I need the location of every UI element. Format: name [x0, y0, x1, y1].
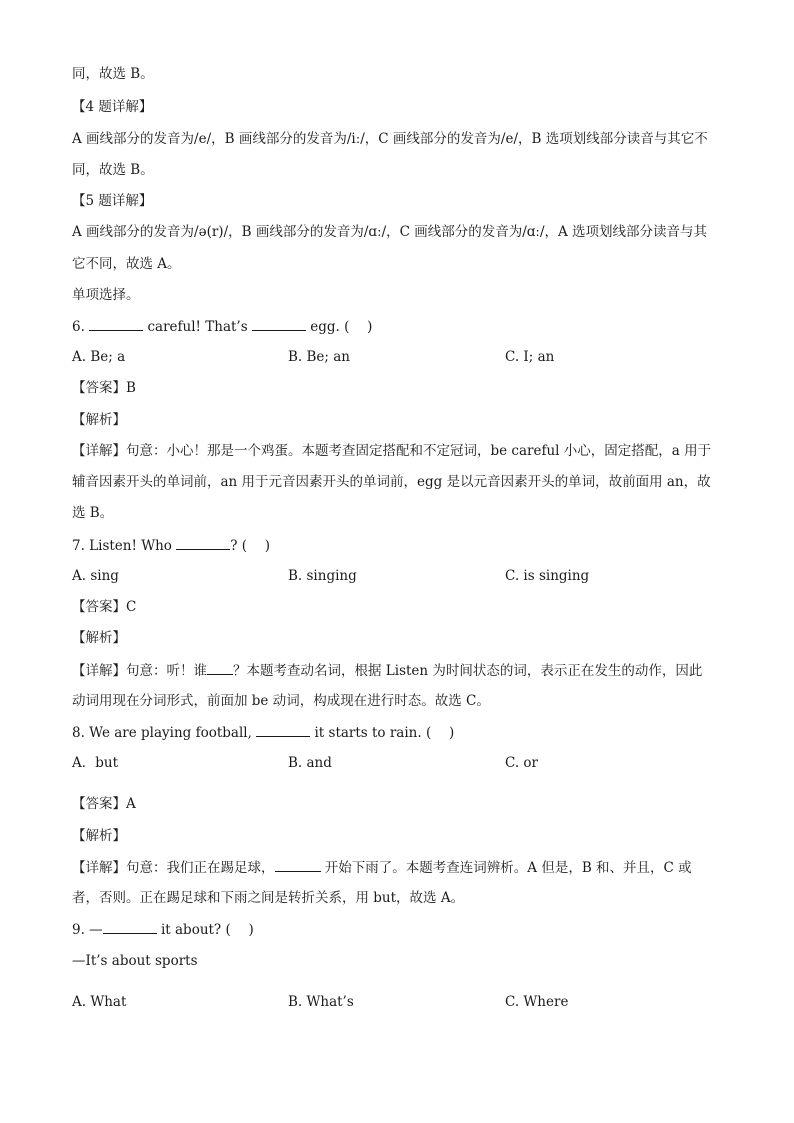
q8-detail-start: 【详解】句意：我们正在踢足球，	[72, 860, 275, 876]
q9-stem	[72, 919, 724, 940]
q6-blank-2	[252, 316, 306, 331]
q8-option-a: A．but	[72, 755, 119, 771]
q8-stem-start: 8. We are playing football,	[72, 725, 257, 741]
q9-option-b: B. What’s	[288, 994, 354, 1010]
q4-explanation-line1: A 画线部分的发音为/e/，B 画线部分的发音为/iː/，C 画线部分的发音为/e/，B 选项划线部分读音与其它不	[72, 131, 708, 147]
q6-stem-number: 6.	[72, 319, 90, 335]
q7-option-c: C. is singing	[505, 568, 590, 584]
q6-option-b: B. Be; an	[288, 349, 350, 365]
q6-detail-line3: 选 B。	[72, 505, 114, 521]
q9-option-a: A. What	[72, 994, 127, 1010]
q6-blank-1	[89, 316, 143, 331]
q6-answer: 【答案】B	[72, 380, 136, 396]
q9-reply: —It’s about sports	[72, 953, 198, 969]
q9-stem-start: 9. —	[72, 922, 103, 938]
q6-option-a: A. Be; a	[72, 349, 126, 365]
q8-blank	[256, 722, 310, 737]
q8-detail-blank	[275, 857, 321, 872]
q9-stem-end: it about? ( )	[156, 922, 254, 938]
q8-detail-line2: 者，否则。正在踢足球和下雨之间是转折关系，用 but，故选 A。	[72, 890, 465, 906]
section-title: 单项选择。	[72, 287, 140, 303]
q7-detail-blank	[207, 660, 233, 675]
q7-option-b: B. singing	[288, 568, 357, 584]
q7-detail-end: ？本题考查动名词，根据 Listen 为时间状态的词，表示正在发生的动作，因此	[233, 663, 703, 679]
q5-explanation-line2: 它不同，故选 A。	[72, 256, 181, 272]
q9-option-c: C. Where	[505, 994, 569, 1010]
q8-option-b: B. and	[288, 755, 332, 771]
q7-stem-end: ? ( )	[230, 538, 271, 554]
q4-explanation-line2: 同，故选 B。	[72, 162, 154, 178]
q6-stem	[72, 316, 724, 337]
q8-detail-end: 开始下雨了。本题考查连词辨析。A 但是，B 和、并且，C 或	[320, 860, 692, 876]
q6-analysis-heading: 【解析】	[72, 412, 126, 428]
q5-explanation-line1: A 画线部分的发音为/ə(r)/，B 画线部分的发音为/ɑː/，C 画线部分的发音为/ɑː/，A 选项划线部分读音与其	[72, 224, 708, 240]
q7-detail-line2: 动词用现在分词形式，前面加 be 动词，构成现在进行时态。故选 C。	[72, 693, 490, 709]
q6-stem-middle: careful! That’s	[143, 319, 252, 335]
q7-stem	[72, 535, 724, 556]
q9-blank	[103, 919, 157, 934]
q8-stem-end: it starts to rain. ( )	[310, 725, 455, 741]
q4-heading: 【4 题详解】	[72, 99, 153, 115]
q8-option-c: C. or	[505, 755, 539, 771]
q7-blank	[176, 535, 230, 550]
q7-answer: 【答案】C	[72, 599, 137, 615]
q6-option-c: C. I; an	[505, 349, 555, 365]
q3-tail: 同，故选 B。	[72, 66, 154, 82]
q8-analysis-heading: 【解析】	[72, 828, 126, 844]
q7-stem-start: 7. Listen! Who	[72, 538, 177, 554]
q7-option-a: A. sing	[72, 568, 119, 584]
q6-detail-line2: 辅音因素开头的单词前，an 用于元音因素开头的单词前，egg 是以元音因素开头的单词，故前面用 an，故	[72, 474, 711, 490]
q6-detail-line1: 【详解】句意：小心！那是一个鸡蛋。本题考查固定搭配和不定冠词，be careful 小心，固定搭配，a 用于	[72, 443, 712, 459]
q6-stem-end: egg. ( )	[305, 319, 373, 335]
q8-detail-line1	[72, 857, 724, 878]
q7-detail-line1	[72, 660, 724, 681]
q8-answer: 【答案】A	[72, 796, 136, 812]
q7-detail-start: 【详解】句意：听！谁	[72, 663, 207, 679]
q8-stem	[72, 722, 724, 743]
q5-heading: 【5 题详解】	[72, 193, 153, 209]
q7-analysis-heading: 【解析】	[72, 630, 126, 646]
